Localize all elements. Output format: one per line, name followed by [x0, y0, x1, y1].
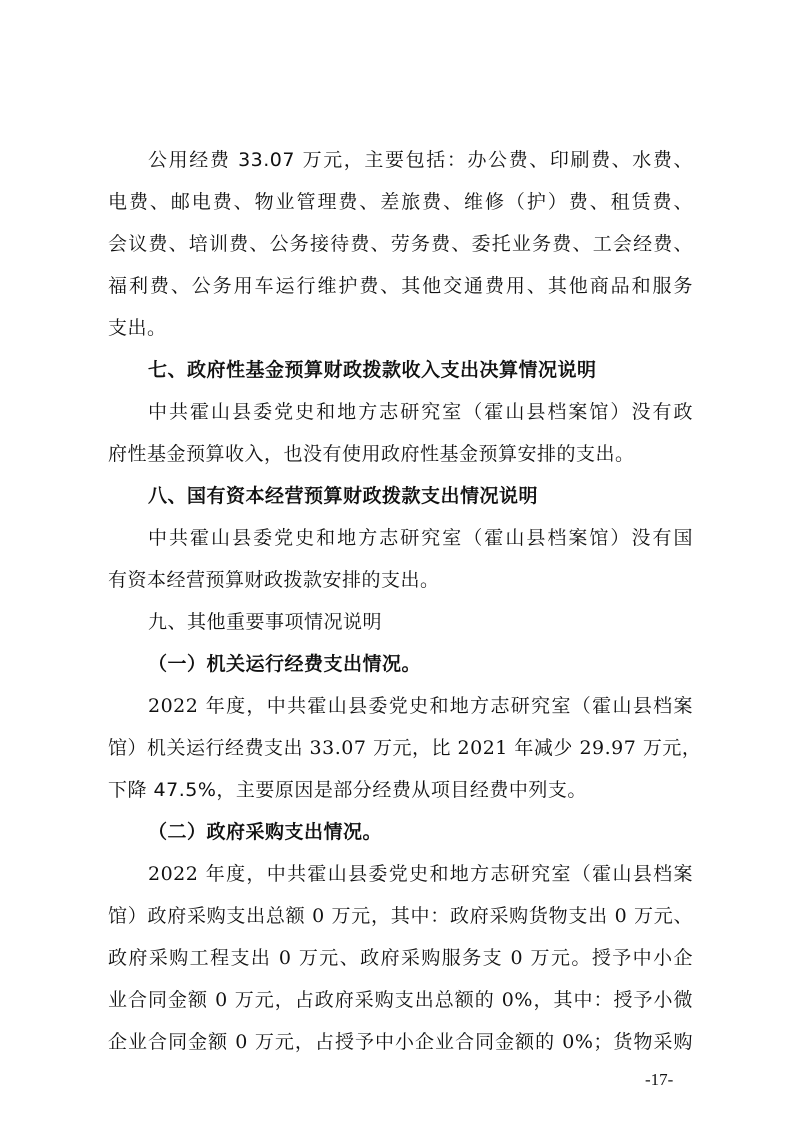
paragraph-line: 2022 年度，中共霍山县委党史和地方志研究室（霍山县档案: [148, 863, 693, 885]
paragraph-line: 福利费、公务用车运行维护费、其他交通费用、其他商品和服务: [108, 275, 693, 297]
paragraph-line: 中共霍山县委党史和地方志研究室（霍山县档案馆）没有政: [148, 401, 693, 423]
paragraph-line: 有资本经营预算财政拨款安排的支出。: [108, 569, 440, 591]
paragraph-line: 公用经费 33.07 万元，主要包括：办公费、印刷费、水费、: [148, 149, 693, 171]
paragraph-line: 企业合同金额 0 万元，占授予中小企业合同金额的 0%；货物采购: [108, 1031, 693, 1053]
paragraph-line: 下降 47.5%，主要原因是部分经费从项目经费中列支。: [108, 779, 587, 801]
paragraph-line: 馆）机关运行经费支出 33.07 万元，比 2021 年减少 29.97 万元，: [108, 737, 702, 759]
section-heading-8: 八、国有资本经营预算财政拨款支出情况说明: [148, 485, 539, 507]
paragraph-line: 馆）政府采购支出总额 0 万元，其中：政府采购货物支出 0 万元、: [108, 905, 693, 927]
section-heading-7: 七、政府性基金预算财政拨款收入支出决算情况说明: [148, 359, 597, 381]
paragraph-line: 中共霍山县委党史和地方志研究室（霍山县档案馆）没有国: [148, 527, 693, 549]
subsection-heading-1: （一）机关运行经费支出情况。: [148, 653, 422, 675]
section-heading-9: 九、其他重要事项情况说明: [148, 611, 383, 633]
page-number: -17-: [645, 1070, 674, 1089]
paragraph-line: 府性基金预算收入，也没有使用政府性基金预算安排的支出。: [108, 443, 635, 465]
paragraph-line: 业合同金额 0 万元，占政府采购支出总额的 0%，其中：授予小微: [108, 989, 693, 1011]
paragraph-line: 支出。: [108, 317, 167, 339]
paragraph-line: 2022 年度，中共霍山县委党史和地方志研究室（霍山县档案: [148, 695, 693, 717]
paragraph-line: 会议费、培训费、公务接待费、劳务费、委托业务费、工会经费、: [108, 233, 693, 255]
subsection-heading-2: （二）政府采购支出情况。: [148, 821, 383, 843]
paragraph-line: 电费、邮电费、物业管理费、差旅费、维修（护）费、租赁费、: [108, 191, 693, 213]
paragraph-line: 政府采购工程支出 0 万元、政府采购服务支 0 万元。授予中小企: [108, 947, 693, 969]
